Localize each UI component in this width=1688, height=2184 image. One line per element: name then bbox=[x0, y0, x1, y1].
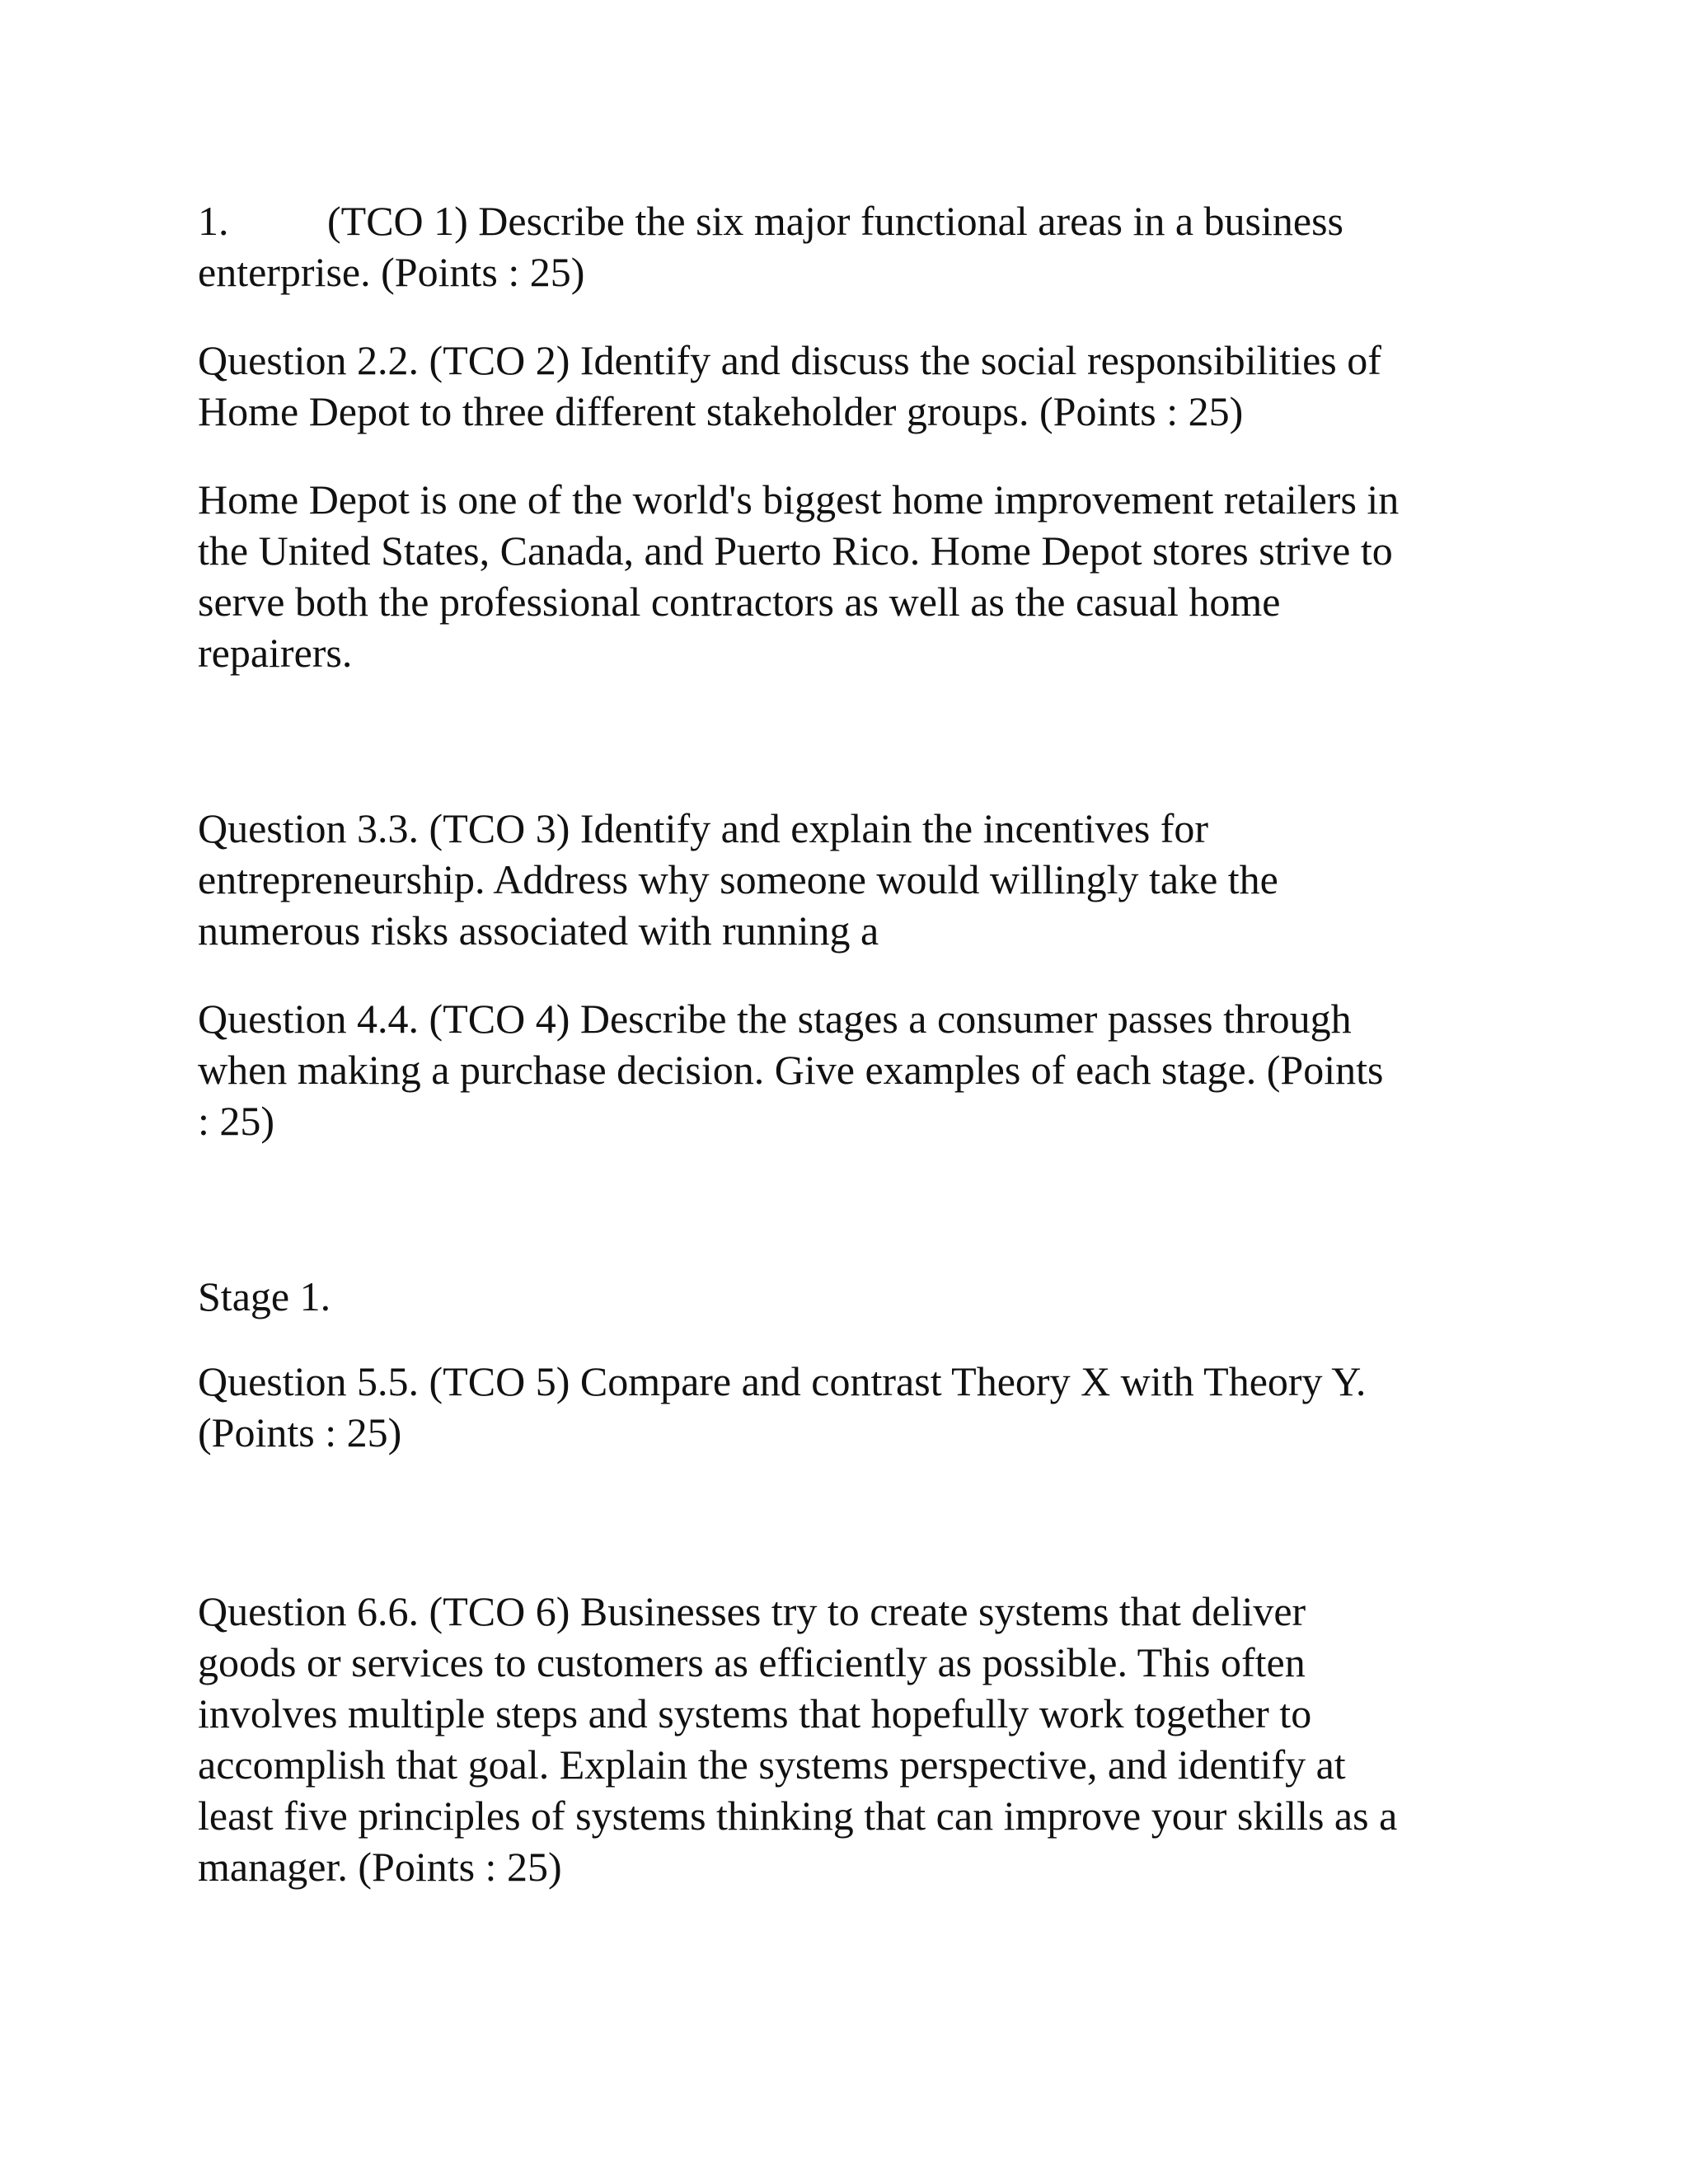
question-2 bbox=[198, 335, 1484, 437]
question-6 bbox=[198, 1586, 1484, 1892]
question-1-line-2: enterprise. (Points : 25) bbox=[198, 249, 585, 295]
question-3-line-3: numerous risks associated with running a bbox=[198, 907, 879, 954]
question-3 bbox=[198, 803, 1484, 956]
home-depot-paragraph bbox=[198, 474, 1484, 678]
home-depot-line-3: serve both the professional contractors as well as the casual home bbox=[198, 579, 1281, 625]
home-depot-line-2: the United States, Canada, and Puerto Rico. Home Depot stores strive to bbox=[198, 527, 1393, 574]
question-6-line-3: involves multiple steps and systems that hopefully work together to bbox=[198, 1690, 1312, 1736]
question-1-text: (TCO 1) Describe the six major functional areas in a business bbox=[327, 198, 1343, 244]
stage-1 bbox=[198, 1271, 1484, 1322]
question-6-line-4: accomplish that goal. Explain the systems perspective, and identify at bbox=[198, 1741, 1346, 1788]
question-6-line-5: least five principles of systems thinking that can improve your skills as a bbox=[198, 1793, 1398, 1839]
home-depot-line-4: repairers. bbox=[198, 630, 353, 676]
question-4-line-2: when making a purchase decision. Give examples of each stage. (Points bbox=[198, 1047, 1384, 1093]
home-depot-line-1: Home Depot is one of the world's biggest home improvement retailers in bbox=[198, 476, 1400, 523]
question-6-line-6: manager. (Points : 25) bbox=[198, 1844, 562, 1890]
question-5 bbox=[198, 1356, 1484, 1458]
question-5-line-2: (Points : 25) bbox=[198, 1409, 402, 1455]
question-6-line-1: Question 6.6. (TCO 6) Businesses try to create systems that deliver bbox=[198, 1588, 1306, 1634]
question-4 bbox=[198, 993, 1484, 1146]
question-4-line-1: Question 4.4. (TCO 4) Describe the stages a consumer passes through bbox=[198, 996, 1352, 1042]
question-3-line-1: Question 3.3. (TCO 3) Identify and explain the incentives for bbox=[198, 805, 1209, 851]
stage-1-text: Stage 1. bbox=[198, 1273, 331, 1319]
question-4-line-3: : 25) bbox=[198, 1098, 275, 1144]
question-2-line-1: Question 2.2. (TCO 2) Identify and discuss the social responsibilities of bbox=[198, 337, 1381, 383]
question-2-line-2: Home Depot to three different stakeholder groups. (Points : 25) bbox=[198, 388, 1244, 434]
question-1-number: 1. bbox=[198, 198, 229, 244]
question-3-line-2: entrepreneurship. Address why someone would willingly take the bbox=[198, 856, 1278, 902]
question-1 bbox=[198, 195, 1484, 298]
question-1-line-1 bbox=[198, 195, 1484, 246]
question-6-line-2: goods or services to customers as efficiently as possible. This often bbox=[198, 1639, 1306, 1685]
question-5-line-1: Question 5.5. (TCO 5) Compare and contrast Theory X with Theory Y. bbox=[198, 1358, 1367, 1404]
